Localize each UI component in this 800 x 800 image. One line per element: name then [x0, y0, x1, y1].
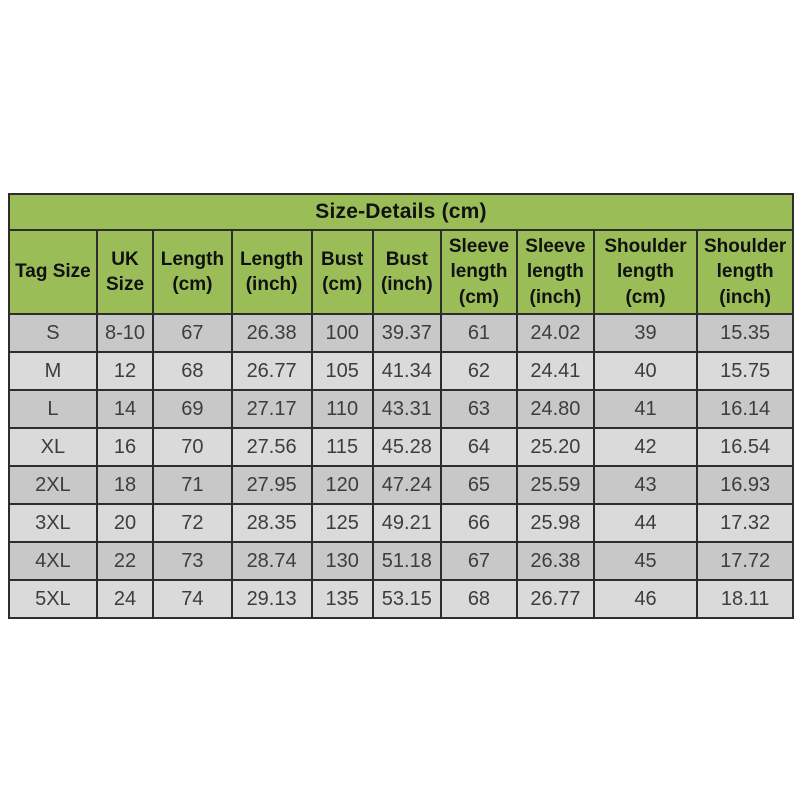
value-cell: 69 — [153, 390, 231, 428]
table-row-2xl — [9, 466, 793, 504]
value-cell: 120 — [312, 466, 373, 504]
value-cell: 25.20 — [517, 428, 594, 466]
value-cell: 105 — [312, 352, 373, 390]
table-head — [9, 194, 793, 314]
value-cell: 26.77 — [232, 352, 312, 390]
value-cell: 24 — [97, 580, 153, 618]
tag-size-cell: S — [9, 314, 97, 352]
tag-size-cell: XL — [9, 428, 97, 466]
table-row-5xl — [9, 580, 793, 618]
value-cell: 26.38 — [517, 542, 594, 580]
value-cell: 28.35 — [232, 504, 312, 542]
value-cell: 24.80 — [517, 390, 594, 428]
value-cell: 67 — [441, 542, 517, 580]
table-title: Size-Details (cm) — [9, 194, 793, 230]
value-cell: 73 — [153, 542, 231, 580]
column-header-shoulder-length-inch: Shoulder length (inch) — [697, 230, 793, 314]
value-cell: 17.72 — [697, 542, 793, 580]
value-cell: 27.56 — [232, 428, 312, 466]
value-cell: 42 — [594, 428, 697, 466]
value-cell: 43 — [594, 466, 697, 504]
value-cell: 16.14 — [697, 390, 793, 428]
value-cell: 72 — [153, 504, 231, 542]
value-cell: 29.13 — [232, 580, 312, 618]
column-header-tag-size: Tag Size — [9, 230, 97, 314]
value-cell: 45.28 — [373, 428, 441, 466]
column-header-sleeve-length-inch: Sleeve length (inch) — [517, 230, 594, 314]
column-header-bust-inch: Bust (inch) — [373, 230, 441, 314]
value-cell: 71 — [153, 466, 231, 504]
value-cell: 27.95 — [232, 466, 312, 504]
column-header-length-cm: Length (cm) — [153, 230, 231, 314]
value-cell: 22 — [97, 542, 153, 580]
value-cell: 65 — [441, 466, 517, 504]
value-cell: 61 — [441, 314, 517, 352]
tag-size-cell: 2XL — [9, 466, 97, 504]
value-cell: 66 — [441, 504, 517, 542]
tag-size-cell: 5XL — [9, 580, 97, 618]
tag-size-cell: M — [9, 352, 97, 390]
value-cell: 20 — [97, 504, 153, 542]
value-cell: 68 — [153, 352, 231, 390]
value-cell: 26.77 — [517, 580, 594, 618]
value-cell: 12 — [97, 352, 153, 390]
value-cell: 74 — [153, 580, 231, 618]
value-cell: 53.15 — [373, 580, 441, 618]
column-header-length-inch: Length (inch) — [232, 230, 312, 314]
value-cell: 110 — [312, 390, 373, 428]
value-cell: 16.93 — [697, 466, 793, 504]
value-cell: 8-10 — [97, 314, 153, 352]
value-cell: 24.02 — [517, 314, 594, 352]
value-cell: 70 — [153, 428, 231, 466]
value-cell: 62 — [441, 352, 517, 390]
value-cell: 18.11 — [697, 580, 793, 618]
value-cell: 125 — [312, 504, 373, 542]
value-cell: 135 — [312, 580, 373, 618]
value-cell: 46 — [594, 580, 697, 618]
value-cell: 40 — [594, 352, 697, 390]
size-chart-table — [8, 193, 794, 619]
value-cell: 16 — [97, 428, 153, 466]
value-cell: 27.17 — [232, 390, 312, 428]
value-cell: 39.37 — [373, 314, 441, 352]
value-cell: 63 — [441, 390, 517, 428]
header-row — [9, 230, 793, 314]
value-cell: 45 — [594, 542, 697, 580]
value-cell: 15.75 — [697, 352, 793, 390]
value-cell: 16.54 — [697, 428, 793, 466]
table-row-m — [9, 352, 793, 390]
title-row — [9, 194, 793, 230]
value-cell: 25.98 — [517, 504, 594, 542]
value-cell: 39 — [594, 314, 697, 352]
value-cell: 49.21 — [373, 504, 441, 542]
value-cell: 17.32 — [697, 504, 793, 542]
value-cell: 41 — [594, 390, 697, 428]
value-cell: 18 — [97, 466, 153, 504]
value-cell: 64 — [441, 428, 517, 466]
value-cell: 51.18 — [373, 542, 441, 580]
table-row-l — [9, 390, 793, 428]
value-cell: 41.34 — [373, 352, 441, 390]
value-cell: 14 — [97, 390, 153, 428]
table-row-s — [9, 314, 793, 352]
value-cell: 68 — [441, 580, 517, 618]
value-cell: 28.74 — [232, 542, 312, 580]
column-header-sleeve-length-cm: Sleeve length (cm) — [441, 230, 517, 314]
value-cell: 115 — [312, 428, 373, 466]
column-header-shoulder-length-cm: Shoulder length (cm) — [594, 230, 697, 314]
value-cell: 24.41 — [517, 352, 594, 390]
column-header-uk-size: UK Size — [97, 230, 153, 314]
table-row-xl — [9, 428, 793, 466]
tag-size-cell: L — [9, 390, 97, 428]
value-cell: 26.38 — [232, 314, 312, 352]
value-cell: 67 — [153, 314, 231, 352]
table-body — [9, 314, 793, 618]
tag-size-cell: 3XL — [9, 504, 97, 542]
table-row-4xl — [9, 542, 793, 580]
value-cell: 47.24 — [373, 466, 441, 504]
value-cell: 15.35 — [697, 314, 793, 352]
tag-size-cell: 4XL — [9, 542, 97, 580]
column-header-bust-cm: Bust (cm) — [312, 230, 373, 314]
value-cell: 44 — [594, 504, 697, 542]
table-row-3xl — [9, 504, 793, 542]
value-cell: 130 — [312, 542, 373, 580]
value-cell: 100 — [312, 314, 373, 352]
value-cell: 43.31 — [373, 390, 441, 428]
value-cell: 25.59 — [517, 466, 594, 504]
